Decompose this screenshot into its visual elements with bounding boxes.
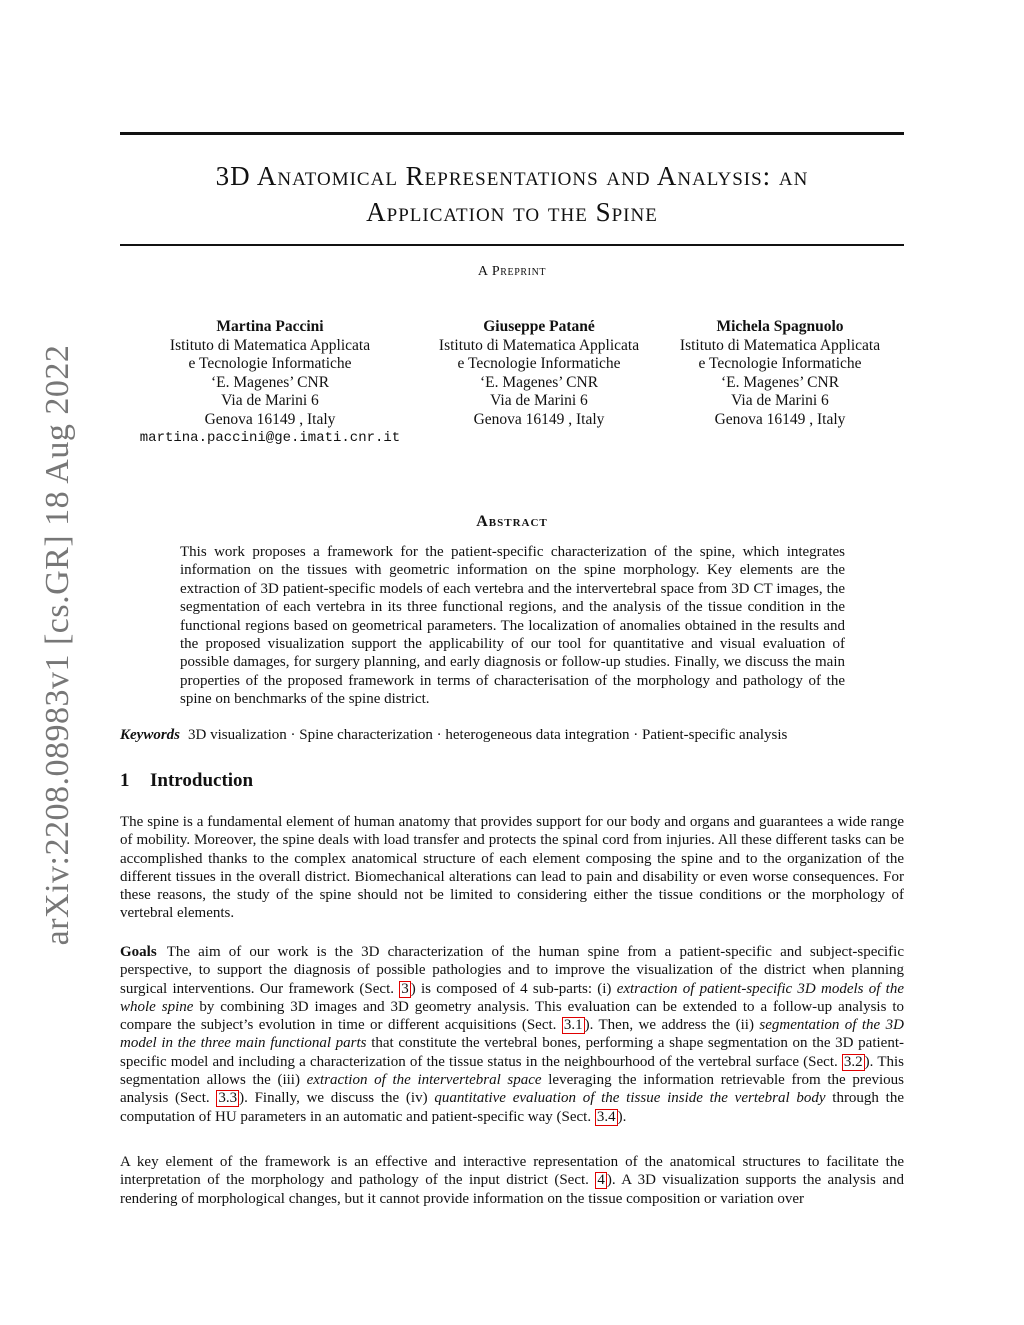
author-city: Genova 16149 , Italy bbox=[204, 410, 336, 428]
paragraph-text: by combining 3D images and 3D geometry analysis. This evaluation can be extended to a follow-up analysis to compare the subject’s evolution in time or different acquisitions (Sect. bbox=[120, 998, 904, 1034]
paragraph-text: through the computation of HU parameters in an automatic and patient-specific way (Sect. bbox=[120, 1090, 904, 1125]
emphasis-text: quantitative evaluation of the tissue inside the vertebral body bbox=[434, 1090, 826, 1107]
paragraph-text: A key element of the framework is an effective and interactive representation of the anatomical structures to facilitate the interpretation of the morphology and pathology of the input district (Sect. bbox=[120, 1154, 904, 1189]
paragraph-text: ). This segmentation allows the (iii) bbox=[120, 1053, 904, 1089]
paragraph-text: leveraging the information retrievable from the previous analysis (Sect. bbox=[120, 1072, 904, 1107]
paragraph-text: ). Then, we address the (ii) bbox=[584, 1017, 760, 1034]
abstract-text: This work proposes a framework for the patient-specific characterization of the spine, which integrates information on the tissues with geometric information on the spine morphology. Key elements are the extraction of 3D patient-specific models of each vertebra and the intervertebral space from 3D CT images, the segmentation of each vertebra in its three functional regions, and the analysis of the tissue condition in the functional regions based on geometrical parameters. The localization of anomalies obtained in the results and the proposed visualization support the applicability of our tool for quantitative and visual evaluation of possible damages, for surgery planning, and early diagnosis or follow-up studies. Finally, we discuss the main properties of the proposed framework in terms of characterisation of the morphology and pathology of the spine on benchmarks of the spine district. bbox=[180, 544, 845, 708]
keywords-line bbox=[120, 726, 904, 745]
emphasis-text: extraction of the intervertebral space bbox=[306, 1072, 542, 1089]
title-rule-top bbox=[120, 132, 904, 135]
author-street: Via de Marini 6 bbox=[490, 392, 588, 409]
keywords-label: Keywords bbox=[120, 727, 180, 743]
author-affiliation: Istituto di Matematica Applicata bbox=[438, 336, 640, 354]
title-line-1: 3D Anatomical Representations and Analysis: an bbox=[215, 161, 809, 191]
author-block bbox=[120, 318, 420, 448]
section-ref-link[interactable]: 3.4 bbox=[596, 1108, 616, 1125]
paragraph-text: The aim of our work is the 3D characterization of the human spine from a patient-specific and subject-specific perspective, to support the diagnosis of possible pathologies and to improve the visualization of the district when planning surgical interventions. Our framework (Sect. bbox=[120, 944, 904, 997]
author-affiliation: e Tecnologie Informatiche bbox=[457, 355, 621, 372]
author-affiliation: e Tecnologie Informatiche bbox=[188, 355, 352, 372]
goals-paragraph bbox=[120, 943, 904, 1126]
section-heading bbox=[120, 770, 253, 792]
author-block bbox=[658, 318, 902, 429]
section-ref-link[interactable]: 3.2 bbox=[843, 1053, 863, 1070]
author-name: Michela Spagnuolo bbox=[716, 318, 844, 335]
goals-label: Goals bbox=[120, 944, 157, 960]
author-block bbox=[420, 318, 658, 429]
arxiv-stamp: arXiv:2208.08983v1 [cs.GR] 18 Aug 2022 bbox=[39, 344, 76, 946]
author-affiliation: Istituto di Matematica Applicata bbox=[679, 336, 881, 354]
section-ref-link[interactable]: 3.3 bbox=[218, 1090, 238, 1107]
author-affiliation: Istituto di Matematica Applicata bbox=[169, 336, 371, 354]
section-title: Introduction bbox=[150, 770, 254, 791]
paper-title bbox=[120, 158, 904, 230]
author-affiliation: ‘E. Magenes’ CNR bbox=[720, 373, 840, 391]
section-number: 1 bbox=[120, 770, 130, 791]
author-affiliation: e Tecnologie Informatiche bbox=[698, 355, 862, 372]
paragraph-text: ). A 3D visualization supports the analysis and rendering of morphological changes, but it cannot provide information on the tissue composition or variation over bbox=[120, 1172, 904, 1207]
emphasis-text: extraction of patient-specific 3D models of the whole spine bbox=[120, 980, 904, 1015]
author-city: Genova 16149 , Italy bbox=[473, 410, 605, 428]
author-street: Via de Marini 6 bbox=[731, 392, 829, 409]
section-ref-link[interactable]: 3 bbox=[401, 980, 409, 997]
author-city: Genova 16149 , Italy bbox=[714, 410, 846, 428]
paragraph-text: ) is composed of 4 sub-parts: (i) bbox=[410, 980, 617, 997]
author-email[interactable]: martina.paccini@ge.imati.cnr.it bbox=[139, 430, 401, 446]
preprint-label: A Preprint bbox=[477, 264, 547, 279]
author-affiliation: ‘E. Magenes’ CNR bbox=[210, 373, 330, 391]
intro-paragraph: The spine is a fundamental element of human anatomy that provides support for our body and organs and guarantees a wide range of mobility. Moreover, the spine deals with load transfer and protects the spinal cord from injuries. All these different tasks can be accomplished thanks to the complex anatomical structure of each element composing the spine and to the organization of the different tissues in the overall district. Biomechanical alterations can lead to pain and disability or even worse consequences. For these reasons, the study of the spine should not be limited to considering either the tissue conditions or the morphology of vertebral elements. bbox=[120, 814, 904, 922]
author-street: Via de Marini 6 bbox=[221, 392, 319, 409]
title-rule-bottom bbox=[120, 244, 904, 246]
keywords-text: 3D visualization · Spine characterization · heterogeneous data integration · Patient-specific analysis bbox=[188, 727, 788, 743]
emphasis-text: segmentation of the 3D model in the three main functional parts bbox=[120, 1017, 904, 1052]
author-name: Giuseppe Patané bbox=[483, 318, 595, 335]
framework-paragraph bbox=[120, 1153, 904, 1208]
author-affiliation: ‘E. Magenes’ CNR bbox=[479, 373, 599, 391]
author-name: Martina Paccini bbox=[216, 318, 324, 335]
section-ref-link[interactable]: 4 bbox=[597, 1172, 605, 1189]
paragraph-text: ). Finally, we discuss the (iv) bbox=[239, 1090, 435, 1107]
paragraph-text: that constitute the vertebral bones, performing a shape segmentation on the 3D patient-specific model and including a characterization of the tissue status in the neighbourhood of the vertebral surface (Sect. bbox=[120, 1035, 904, 1070]
abstract-heading: Abstract bbox=[476, 513, 548, 530]
title-line-2: Application to the Spine bbox=[366, 197, 658, 227]
paragraph-text: ). bbox=[617, 1108, 627, 1125]
section-ref-link[interactable]: 3.1 bbox=[563, 1017, 583, 1034]
